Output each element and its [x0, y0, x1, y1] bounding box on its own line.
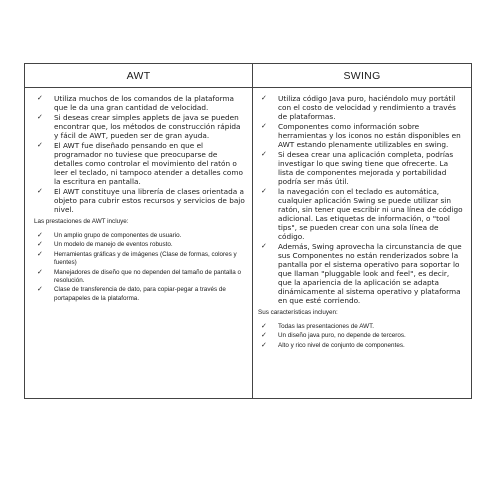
list-item: ✓ Utiliza muchos de los comandos de la plataforma que le da una gran cantidad de velocidad.: [37, 94, 235, 112]
list-item: ✓ la navegación con el teclado es automática, cualquier aplicación Swing se puede utilizar sin ratón, sin tener que escribir ni una línea de código adicional. Las etiquetas de información, o "tool tips", se pueden crear con una sola línea de código.: [261, 187, 463, 241]
list-item: ✓ Componentes como información sobre herramientas y los iconos no están disponibles en AWT estando plenamente utilizables en swing.: [261, 122, 461, 149]
list-item: ✓ Alto y rico nivel de conjunto de componentes.: [261, 341, 405, 349]
awt-features-intro: Las prestaciones de AWT incluye:: [34, 218, 129, 225]
swing-column: [253, 88, 471, 398]
swing-header: SWING: [253, 64, 471, 88]
checkmark-icon: ✓: [37, 141, 43, 149]
checkmark-icon: ✓: [261, 242, 267, 250]
list-item: ✓ Si deseas crear simples applets de java se pueden encontrar que, los métodos de construcción rápida y fácil de AWT, pueden ser de gran ayuda.: [37, 113, 241, 140]
checkmark-icon: ✓: [37, 250, 43, 258]
list-item: ✓ Manejadores de diseño que no dependen del tamaño de pantalla o resolución.: [37, 268, 241, 285]
list-item: ✓ Además, Swing aprovecha la circunstancia de que sus Componentes no están renderizados sobre la pantalla por el sistema operativo para soportar lo que llaman "pluggable look and feel", es decir, que la apariencia de la aplicación se adapta dinámicamente al sistema operativo y plataforma en que esté corriendo.: [261, 242, 462, 305]
checkmark-icon: ✓: [261, 332, 267, 340]
list-item: ✓ Utiliza código Java puro, haciéndolo muy portátil con el costo de velocidad y rendimiento a través de plataformas.: [261, 94, 456, 121]
awt-column: [25, 88, 253, 398]
checkmark-icon: ✓: [37, 113, 43, 121]
list-item: ✓ Clase de transferencia de dato, para copiar-pegar a través de portapapeles de la plataforma.: [37, 286, 226, 302]
checkmark-icon: ✓: [37, 187, 43, 195]
list-item: ✓ El AWT constituye una librería de clases orientada a objeto para cubrir estos recursos y servicios de bajo nivel.: [37, 187, 245, 214]
swing-features-list: [258, 323, 465, 350]
list-item: ✓ Todas las presentaciones de AWT.: [261, 323, 375, 330]
list-item: ✓ El AWT fue diseñado pensando en que el programador no tuviese que preocuparse de detalles como controlar el movimiento del ratón o leer el teclado, ni tampoco atender a detalles como la escritura en pantalla.: [37, 141, 243, 186]
checkmark-icon: ✓: [37, 241, 43, 249]
awt-main-list: [34, 94, 246, 214]
checkmark-icon: ✓: [37, 268, 43, 276]
checkmark-icon: ✓: [37, 94, 43, 102]
checkmark-icon: ✓: [261, 187, 267, 195]
list-item: ✓ Herramientas gráficas y de imágenes (Clase de formas, colores y fuentes): [37, 250, 237, 267]
checkmark-icon: ✓: [261, 150, 267, 158]
checkmark-icon: ✓: [37, 286, 43, 294]
list-item: ✓ Un modelo de manejo de eventos robusto.: [37, 241, 173, 249]
comparison-table: [24, 63, 472, 399]
swing-main-list: [258, 94, 465, 305]
swing-features-intro: Sus características incluyen:: [258, 309, 338, 316]
awt-header: AWT: [25, 64, 253, 88]
checkmark-icon: ✓: [261, 341, 267, 349]
checkmark-icon: ✓: [37, 232, 43, 239]
list-item: ✓ Un amplio grupo de componentes de usuario.: [37, 232, 182, 239]
checkmark-icon: ✓: [261, 323, 267, 330]
awt-features-list: [34, 232, 246, 303]
checkmark-icon: ✓: [261, 94, 267, 102]
list-item: ✓ Un diseño java puro, no depende de terceros.: [261, 332, 406, 340]
checkmark-icon: ✓: [261, 122, 267, 130]
list-item: ✓ Si desea crear una aplicación completa, podrías investigar lo que swing tiene que ofrecerte. La lista de componentes mejorada y portabilidad podría ser más útil.: [261, 150, 454, 186]
